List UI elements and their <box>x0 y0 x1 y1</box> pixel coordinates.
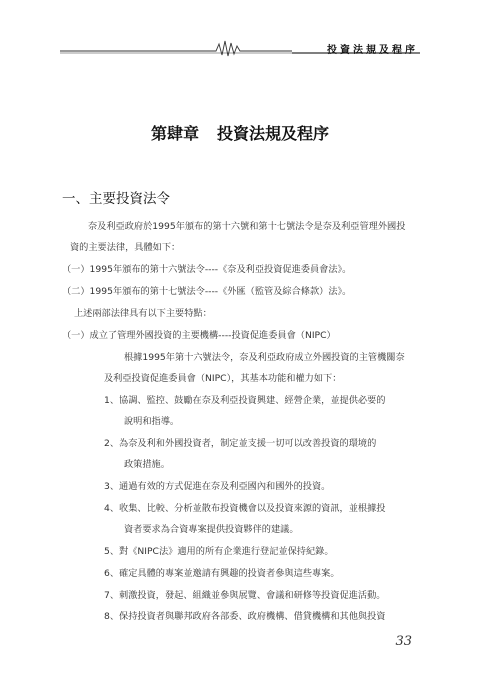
function-2-line-2: 政策措施。 <box>124 459 170 470</box>
function-3: 3、通過有效的方式促進在奈及利亞國內和國外的投資。 <box>104 481 331 492</box>
intro-line-1: 奈及利亞政府於1995年頒布的第十六號和第十七號法令是奈及利亞管理外國投 <box>88 221 406 232</box>
function-4-line-1: 4、收集、比較、分析並散布投資機會以及投資來源的資訊，並根據投 <box>104 503 386 514</box>
running-header <box>60 38 420 58</box>
decree-17: （二）1995年頒布的第十七號法令----《外匯（監管及綜合條款）法》。 <box>62 286 352 297</box>
feature-1-para-line-1: 根據1995年第十六號法令，奈及利亞政府成立外國投資的主管機關奈 <box>124 352 405 363</box>
function-5: 5、對《NIPC法》適用的所有企業進行登記並保持紀錄。 <box>104 546 334 557</box>
feature-1-title: （一）成立了管理外國投資的主要機構----投資促進委員會（NIPC） <box>62 330 336 341</box>
features-intro: 上述兩部法律具有以下主要特點： <box>74 308 212 319</box>
function-8: 8、保持投資者與聯邦政府各部委、政府機構、借貸機構和其他與投資 <box>104 611 386 622</box>
function-1-line-1: 1、協調、監控、鼓勵在奈及利亞投資興建、經營企業，並提供必要的 <box>104 395 386 406</box>
intro-line-2: 資的主要法律，具體如下： <box>70 242 181 253</box>
chapter-number: 第肆章 <box>150 124 199 143</box>
chapter-title: 投資法規及程序 <box>217 124 330 143</box>
running-header-title: 投資法規及程序 <box>327 45 418 56</box>
function-2-line-1: 2、為奈及利和外國投資者，制定並支援一切可以改善投資的環境的 <box>104 438 377 449</box>
function-7: 7、刺激投資，發起、組織並參與展覽、會議和研修等投資促進活動。 <box>104 590 386 601</box>
page-number: 33 <box>395 634 412 649</box>
section-heading: 一、主要投資法令 <box>62 191 170 207</box>
feature-1-para-line-2: 及利亞投資促進委員會（NIPC），其基本功能和權力如下： <box>104 373 342 384</box>
decree-16: （一）1995年頒布的第十六號法令----《奈及利亞投資促進委員會法》。 <box>62 264 352 275</box>
function-1-line-2: 說明和指導。 <box>124 416 180 427</box>
function-4-line-2: 資者要求為合資專案提供投資夥伴的建議。 <box>124 524 299 535</box>
function-6: 6、確定具體的專案並邀請有興趣的投資者參與這些專案。 <box>104 568 340 579</box>
chapter-heading <box>0 121 480 144</box>
